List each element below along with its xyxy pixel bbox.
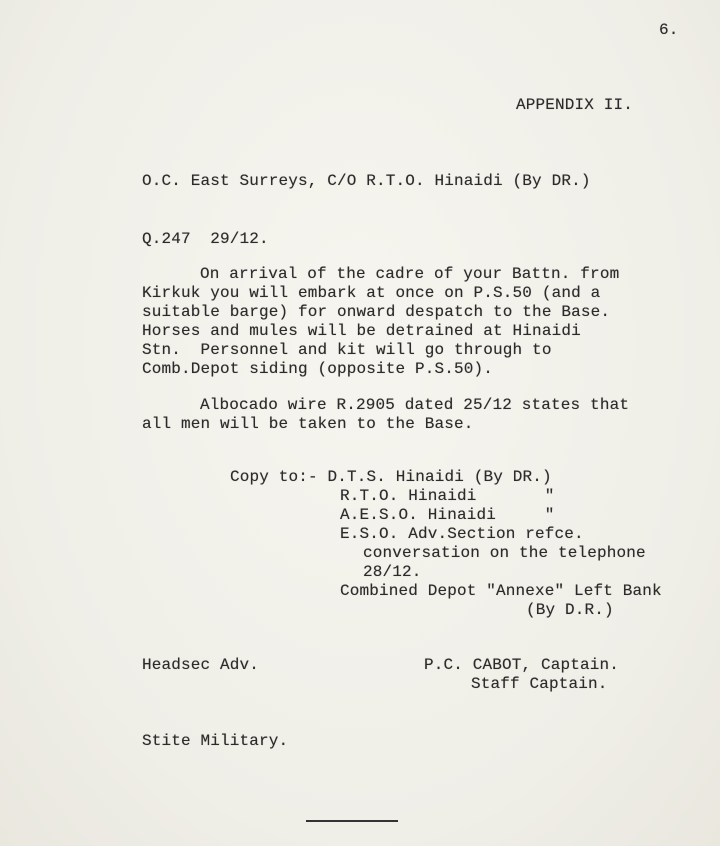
paragraph-line: Stn. Personnel and kit will go through to [142, 341, 552, 359]
paragraph-line: Comb.Depot siding (opposite P.S.50). [142, 360, 494, 378]
paragraph-line: Kirkuk you will embark at once on P.S.50 (and a [142, 284, 601, 302]
copy-to-line: E.S.O. Adv.Section refce. [340, 525, 584, 543]
routing-line: Stite Military. [142, 732, 289, 750]
copy-to-line: 28/12. [363, 563, 422, 581]
copy-to-line: (By D.R.) [526, 601, 614, 619]
signature-name: P.C. CABOT, Captain. [424, 656, 620, 674]
closing-rule [306, 820, 398, 822]
appendix-title: APPENDIX II. [516, 96, 634, 114]
paragraph-line: Horses and mules will be detrained at Hinaidi [142, 322, 581, 340]
copy-to-line: Copy to:- D.T.S. Hinaidi (By DR.) [230, 468, 552, 486]
page-number: 6. [659, 21, 679, 39]
paragraph-line: Albocado wire R.2905 dated 25/12 states that [200, 396, 630, 414]
copy-to-line: conversation on the telephone [363, 544, 646, 562]
paragraph-line: suitable barge) for onward despatch to the Base. [142, 303, 611, 321]
copy-to-line: Combined Depot "Annexe" Left Bank [340, 582, 662, 600]
addressee-line: O.C. East Surreys, C/O R.T.O. Hinaidi (By DR.) [142, 172, 591, 190]
signature-title: Staff Captain. [471, 675, 608, 693]
paragraph-line: all men will be taken to the Base. [142, 415, 474, 433]
paragraph-line: On arrival of the cadre of your Battn. from [200, 265, 620, 283]
copy-to-line: A.E.S.O. Hinaidi " [340, 506, 555, 524]
copy-to-line: R.T.O. Hinaidi " [340, 487, 555, 505]
reference-line: Q.247 29/12. [142, 230, 269, 248]
sender-line: Headsec Adv. [142, 656, 260, 674]
